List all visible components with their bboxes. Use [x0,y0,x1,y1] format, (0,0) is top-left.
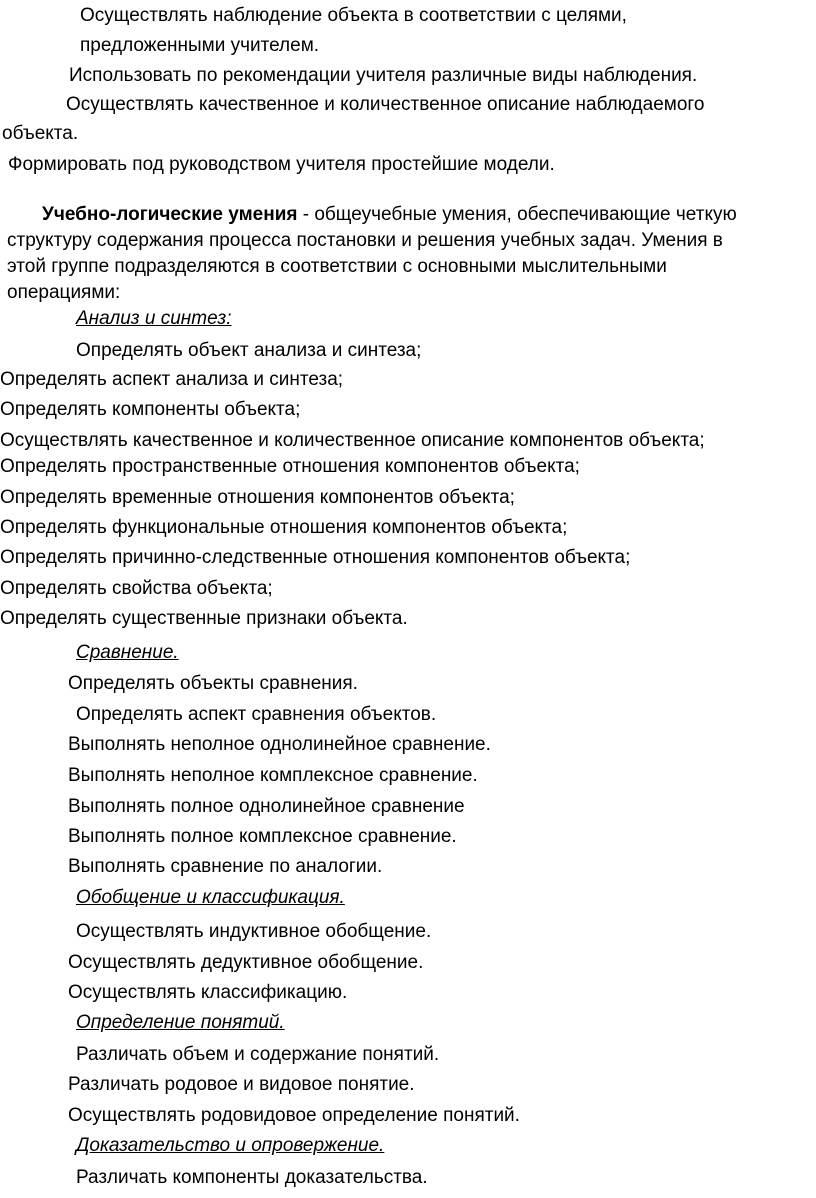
text-line: Осуществлять наблюдение объекта в соответствии с целями, [80,5,627,26]
paragraph-term: Учебно-логические умения [42,204,298,225]
list-item: Определять пространственные отношения компонентов объекта; [0,456,580,477]
text-line: Осуществлять качественное и количественное описание наблюдаемого [66,94,705,115]
list-item: Определять аспект анализа и синтеза; [0,369,344,390]
list-item: Осуществлять дедуктивное обобщение. [68,952,424,973]
list-item: Определять объекты сравнения. [68,673,358,694]
section-heading: Обобщение и классификация. [76,887,345,908]
paragraph-line: операциями: [7,282,121,303]
paragraph-line: этой группе подразделяются в соответствии с основными мыслительными [7,256,667,277]
text-line: Использовать по рекомендации учителя различные виды наблюдения. [69,65,698,86]
list-item: Определять временные отношения компонентов объекта; [0,487,515,508]
list-item: Определять функциональные отношения компонентов объекта; [0,517,568,538]
list-item: Осуществлять классификацию. [68,982,348,1003]
section-heading: Доказательство и опровержение. [76,1135,385,1156]
list-item: Осуществлять родовидовое определение понятий. [68,1105,520,1126]
paragraph-line: структуру содержания процесса постановки и решения учебных задач. Умения в [7,230,723,251]
list-item: Осуществлять качественное и количественное описание компонентов объекта; [0,430,705,451]
section-heading: Сравнение. [76,642,179,663]
list-item: Определять объект анализа и синтеза; [76,340,422,361]
list-item: Выполнять неполное комплексное сравнение. [68,765,478,786]
list-item: Определять компоненты объекта; [0,399,301,420]
list-item: Различать родовое и видовое понятие. [68,1074,415,1095]
list-item: Различать компоненты доказательства. [76,1167,428,1188]
list-item: Определять существенные признаки объекта. [0,608,408,629]
text-line: объекта. [2,123,79,144]
paragraph-line [42,203,737,227]
list-item: Определять свойства объекта; [0,578,273,599]
text-line: Формировать под руководством учителя простейшие модели. [8,154,555,175]
section-heading: Анализ и синтез: [76,308,232,329]
text-line: предложенными учителем. [80,35,320,56]
list-item: Выполнять сравнение по аналогии. [68,856,383,877]
list-item: Различать объем и содержание понятий. [76,1044,440,1065]
list-item: Определять аспект сравнения объектов. [76,704,437,725]
list-item: Выполнять полное комплексное сравнение. [68,826,457,847]
list-item: Определять причинно-следственные отношения компонентов объекта; [0,547,631,568]
paragraph-text: - общеучебные умения, обеспечивающие четкую [297,204,737,225]
list-item: Выполнять полное однолинейное сравнение [68,796,465,817]
list-item: Выполнять неполное однолинейное сравнение. [68,734,491,755]
list-item: Осуществлять индуктивное обобщение. [76,921,432,942]
section-heading: Определение понятий. [76,1012,285,1033]
